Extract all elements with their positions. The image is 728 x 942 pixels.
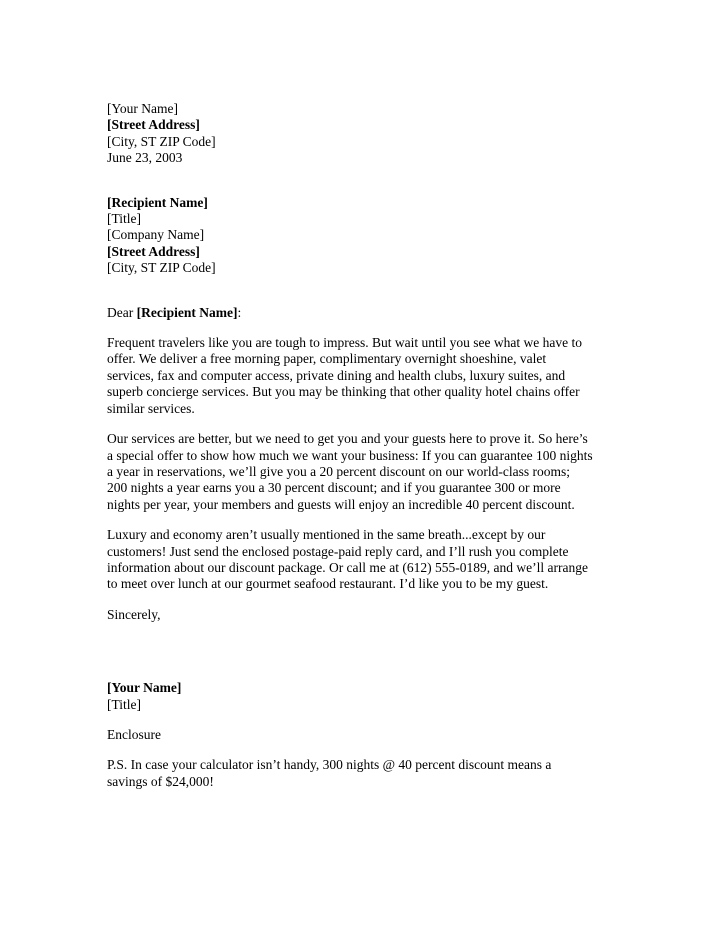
postscript-line: P.S. In case your calculator isn’t handy, 300 nights @ 40 percent discount means a bbox=[107, 757, 552, 773]
paragraph-line: a special offer to show how much we want your business: If you can guarantee 100 nights bbox=[107, 447, 593, 463]
sender-address-block bbox=[107, 101, 627, 167]
recipient-title: [Title] bbox=[107, 211, 142, 227]
paragraph-line: to meet over lunch at our gourmet seafood restaurant. I’d like you to be my guest. bbox=[107, 576, 549, 592]
recipient-city: [City, ST ZIP Code] bbox=[107, 260, 216, 276]
recipient-company: [Company Name] bbox=[107, 227, 205, 243]
sender-street: [Street Address] bbox=[107, 117, 200, 133]
letter-date: June 23, 2003 bbox=[107, 150, 183, 166]
sender-city: [City, ST ZIP Code] bbox=[107, 133, 216, 149]
signature-name: [Your Name] bbox=[107, 680, 182, 696]
postscript bbox=[107, 757, 627, 790]
postscript-line: savings of $24,000! bbox=[107, 773, 214, 789]
paragraph-line: similar services. bbox=[107, 400, 195, 416]
paragraph-line: Our services are better, but we need to get you and your guests here to prove it. So here’s bbox=[107, 431, 588, 447]
salutation-suffix: : bbox=[237, 304, 242, 320]
paragraph-line: Frequent travelers like you are tough to impress. But wait until you see what we have to bbox=[107, 335, 583, 351]
paragraph-line: a year in reservations, we’ll give you a 20 percent discount on our world-class rooms; bbox=[107, 463, 570, 479]
paragraph-line: nights per year, your members and guests will enjoy an incredible 40 percent discount. bbox=[107, 496, 575, 512]
paragraph-line: information about our discount package. Or call me at (612) 555-0189, and we’ll arrange bbox=[107, 559, 588, 575]
paragraph-line: Luxury and economy aren’t usually mentioned in the same breath...except by our bbox=[107, 527, 546, 543]
recipient-address-block bbox=[107, 195, 627, 277]
body-paragraph-2 bbox=[107, 431, 627, 513]
paragraph-line: offer. We deliver a free morning paper, complimentary overnight shoeshine, valet bbox=[107, 351, 547, 367]
paragraph-line: customers! Just send the enclosed postage-paid reply card, and I’ll rush you complete bbox=[107, 543, 569, 559]
sender-name: [Your Name] bbox=[107, 101, 178, 116]
enclosure-notation: Enclosure bbox=[107, 726, 161, 742]
signature-title: [Title] bbox=[107, 696, 142, 712]
signature-block bbox=[107, 680, 627, 713]
salutation bbox=[107, 305, 627, 321]
paragraph-line: superb concierge services. But you may be thinking that other quality hotel chains offer bbox=[107, 384, 580, 400]
body-paragraph-1 bbox=[107, 335, 627, 417]
recipient-street: [Street Address] bbox=[107, 243, 200, 259]
recipient-name: [Recipient Name] bbox=[107, 194, 208, 210]
body-paragraph-3 bbox=[107, 527, 627, 593]
complimentary-close: Sincerely, bbox=[107, 606, 161, 622]
paragraph-line: services, fax and computer access, private dining and health clubs, luxury suites, and bbox=[107, 367, 566, 383]
salutation-prefix: Dear bbox=[107, 304, 137, 320]
salutation-name: [Recipient Name] bbox=[136, 304, 238, 320]
letter-body bbox=[107, 101, 627, 790]
paragraph-line: 200 nights a year earns you a 30 percent discount; and if you guarantee 300 or more bbox=[107, 480, 561, 496]
